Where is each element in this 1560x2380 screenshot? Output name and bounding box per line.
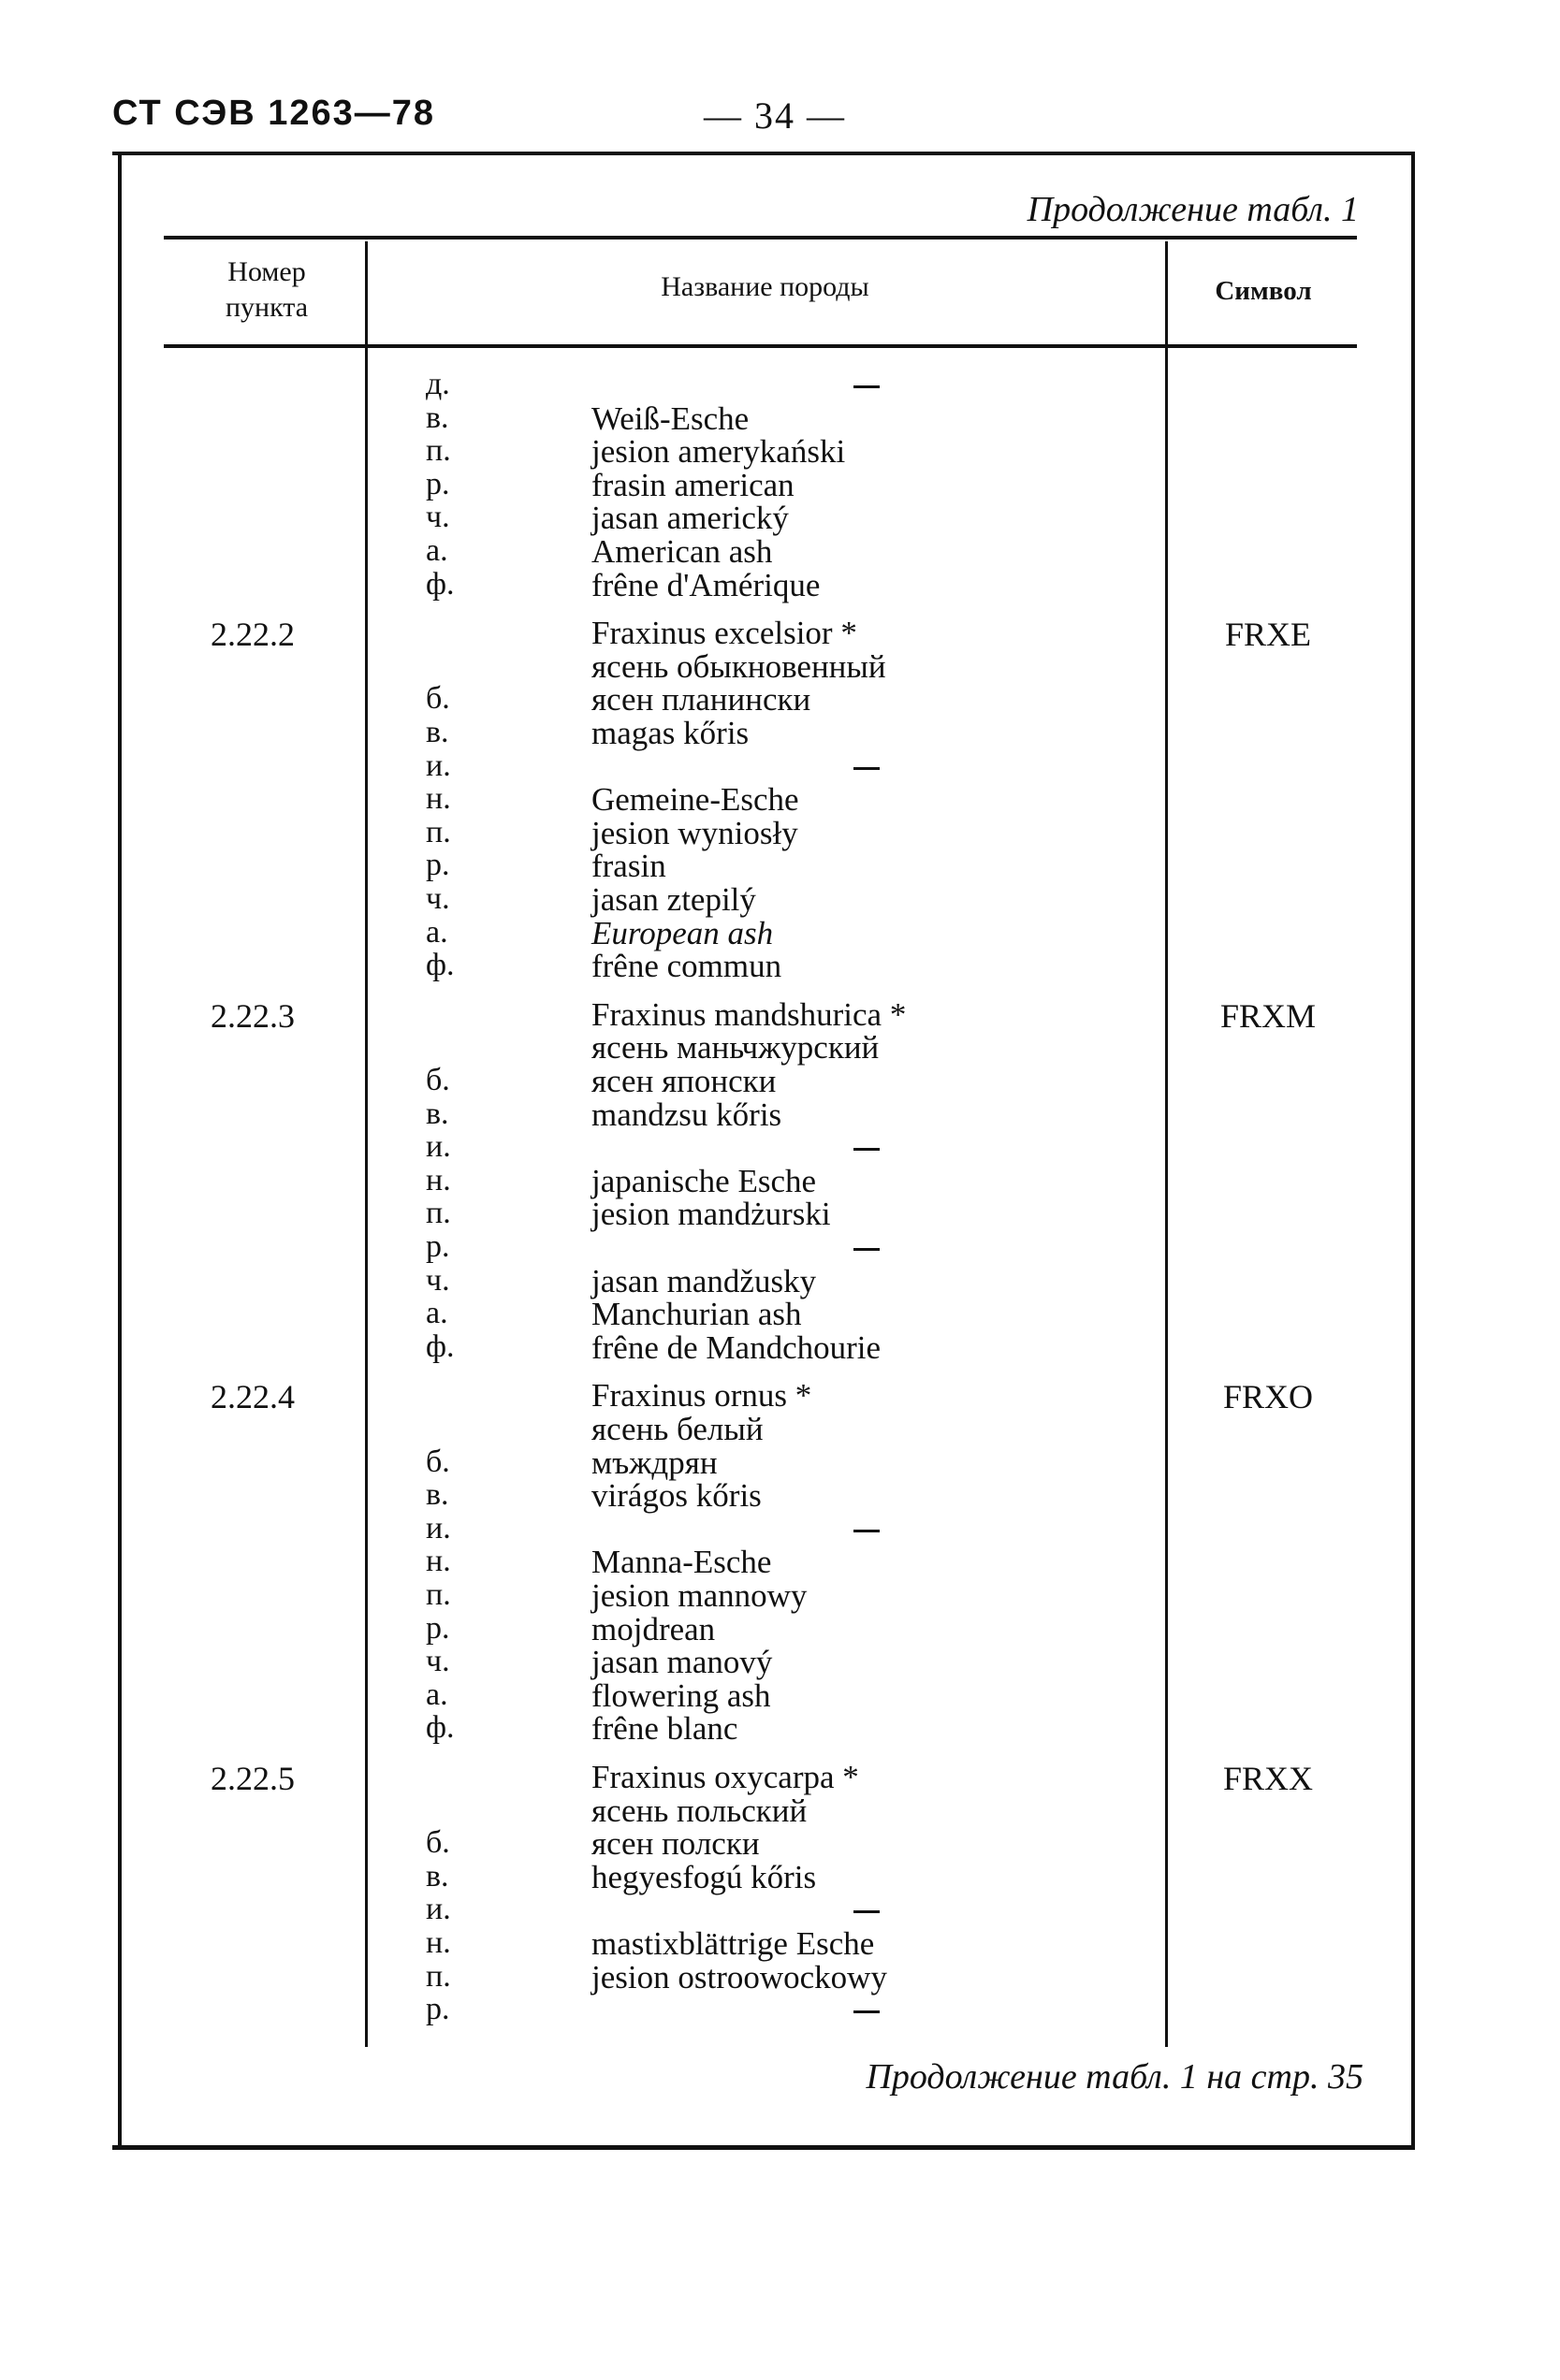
language-code: в. [426, 1477, 449, 1512]
language-code: в. [426, 715, 449, 749]
language-code: б. [426, 1825, 450, 1860]
continuation-note-top: Продолжение табл. 1 [1027, 190, 1359, 229]
species-name: jesion ostroowockowy [591, 1959, 887, 1995]
no-name-dash [853, 2010, 880, 2013]
species-name: jesion wyniosły [591, 815, 798, 851]
page-number: — 34 — [704, 94, 846, 137]
species-name: Fraxinus mandshurica * [591, 996, 907, 1033]
species-name: American ash [591, 533, 773, 570]
language-code: р. [426, 1992, 450, 2026]
no-name-dash [853, 767, 880, 770]
species-name: European ash [591, 915, 774, 951]
language-code: б. [426, 1063, 450, 1097]
species-name: frêne blanc [591, 1710, 738, 1747]
species-name: frasin american [591, 467, 795, 503]
item-number: 2.22.5 [211, 1760, 295, 1797]
language-code: п. [426, 815, 451, 849]
no-name-dash [853, 1248, 880, 1251]
language-code: а. [426, 1677, 448, 1712]
language-code: ф. [426, 567, 455, 602]
language-code: а. [426, 915, 448, 950]
frame-top-border [112, 152, 1413, 155]
species-name: frêne commun [591, 948, 782, 984]
frame-left-border [118, 152, 122, 2150]
no-name-dash [853, 1148, 880, 1151]
column-divider-right [1165, 241, 1168, 2047]
species-name: mandzsu kőris [591, 1096, 782, 1133]
frame-right-border [1411, 152, 1415, 2150]
species-name: jasan mandžusky [591, 1263, 817, 1299]
language-code: б. [426, 681, 450, 716]
item-number: 2.22.4 [211, 1378, 295, 1415]
language-code: ф. [426, 948, 455, 982]
language-code: р. [426, 1611, 450, 1646]
language-code: д. [426, 367, 450, 401]
language-code: п. [426, 433, 451, 468]
language-code: ф. [426, 1710, 455, 1745]
no-name-dash [853, 1910, 880, 1913]
species-name: ясень белый [591, 1411, 764, 1447]
no-name-dash [853, 385, 880, 388]
column-divider-left [365, 241, 368, 2047]
species-name: Fraxinus ornus * [591, 1377, 812, 1414]
column-header-name: Название породы [661, 271, 869, 302]
species-symbol: FRXO [1222, 1378, 1314, 1415]
species-name: Gemeine-Esche [591, 781, 799, 818]
language-code: и. [426, 748, 451, 783]
language-code: р. [426, 1229, 450, 1264]
language-code: ч. [426, 500, 450, 534]
language-code: н. [426, 1163, 451, 1197]
species-name: Fraxinus oxycarpa * [591, 1759, 859, 1795]
language-code: ч. [426, 881, 450, 916]
species-name: frasin [591, 848, 666, 884]
document-id: СТ СЭВ 1263—78 [112, 94, 436, 133]
species-name: ясен японски [591, 1063, 777, 1099]
column-header-number: Номер пункта [225, 256, 309, 323]
species-name: virágos kőris [591, 1477, 762, 1514]
language-code: ф. [426, 1329, 455, 1364]
language-code: р. [426, 848, 450, 882]
species-symbol: FRXE [1224, 616, 1312, 653]
language-code: в. [426, 1859, 449, 1894]
species-name: frêne d'Amérique [591, 567, 821, 603]
species-name: ясень польский [591, 1792, 808, 1829]
column-header-symbol: Символ [1215, 276, 1312, 306]
language-code: п. [426, 1959, 451, 1994]
species-name: Manna-Esche [591, 1544, 772, 1580]
language-code: р. [426, 467, 450, 501]
language-code: а. [426, 533, 448, 568]
species-name: jesion amerykański [591, 433, 846, 470]
language-code: ч. [426, 1263, 450, 1298]
language-code: п. [426, 1577, 451, 1612]
language-code: в. [426, 1096, 449, 1131]
species-name: jasan ztepilý [591, 881, 756, 918]
language-code: п. [426, 1196, 451, 1230]
item-number: 2.22.2 [211, 616, 295, 653]
species-name: ясень маньчжурский [591, 1029, 880, 1066]
species-name: ясень обыкновенный [591, 648, 886, 685]
species-name: jesion mandżurski [591, 1196, 831, 1232]
language-code: н. [426, 781, 451, 816]
language-code: ч. [426, 1644, 450, 1678]
species-name: mojdrean [591, 1611, 716, 1647]
species-name: mastixblättrige Esche [591, 1925, 875, 1962]
species-symbol: FRXX [1222, 1760, 1314, 1797]
species-name: jasan manový [591, 1644, 773, 1680]
species-name: Fraxinus excelsior * [591, 615, 857, 651]
species-name: magas kőris [591, 715, 750, 751]
language-code: и. [426, 1129, 451, 1164]
item-number: 2.22.3 [211, 997, 295, 1035]
no-name-dash [853, 1530, 880, 1532]
species-name: мъждрян [591, 1444, 718, 1481]
species-name: jasan americký [591, 500, 789, 536]
species-name: flowering ash [591, 1677, 771, 1714]
species-name: hegyesfogú kőris [591, 1859, 817, 1895]
continuation-note-bottom: Продолжение табл. 1 на стр. 35 [866, 2057, 1363, 2097]
table-header-rule [164, 344, 1357, 348]
species-name: ясен планински [591, 681, 811, 718]
language-code: и. [426, 1511, 451, 1546]
species-name: Weiß-Esche [591, 400, 750, 437]
language-code: н. [426, 1925, 451, 1960]
species-name: ясен полски [591, 1825, 760, 1862]
species-name: japanische Esche [591, 1163, 817, 1199]
language-code: а. [426, 1296, 448, 1330]
language-code: и. [426, 1892, 451, 1926]
language-code: в. [426, 400, 449, 435]
species-name: Manchurian ash [591, 1296, 802, 1332]
table-top-rule [164, 236, 1357, 239]
species-symbol: FRXM [1219, 997, 1317, 1035]
frame-bottom-border [112, 2145, 1413, 2150]
species-name: frêne de Mandchourie [591, 1329, 882, 1366]
species-name: jesion mannowy [591, 1577, 808, 1614]
language-code: б. [426, 1444, 450, 1479]
language-code: н. [426, 1544, 451, 1578]
